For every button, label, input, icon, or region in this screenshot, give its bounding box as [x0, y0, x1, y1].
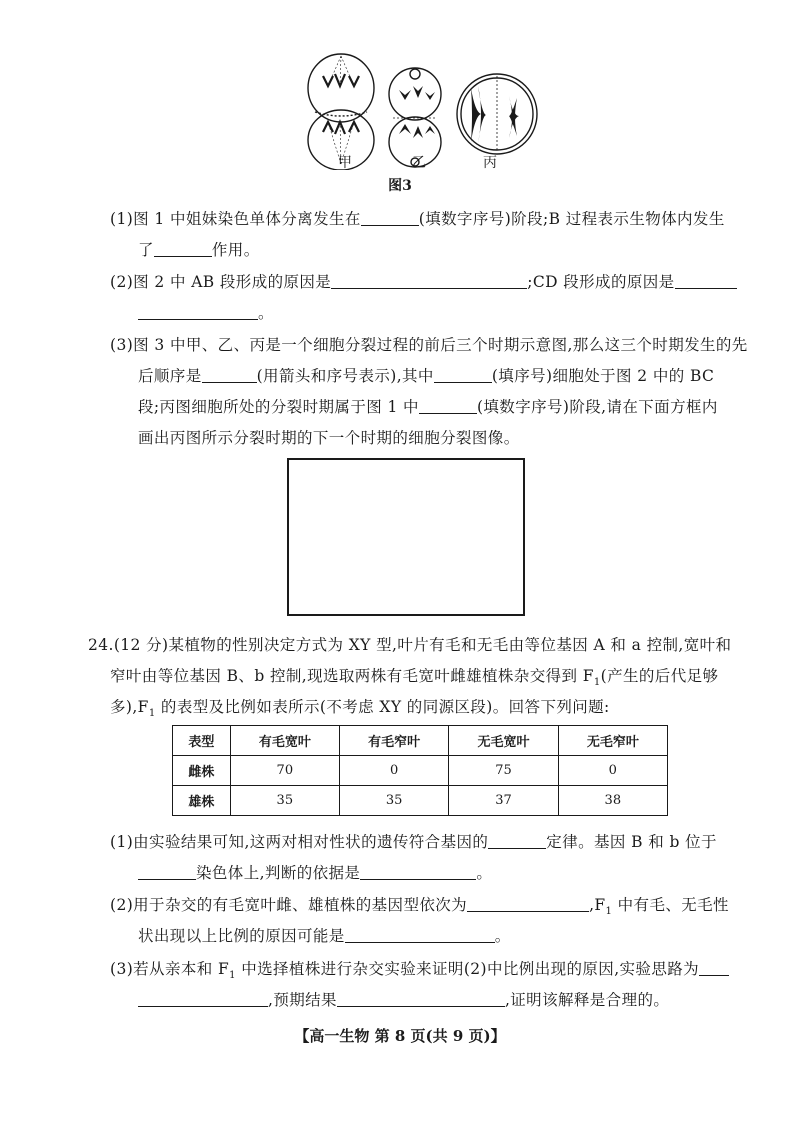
- text: (1)图 1 中姐妹染色单体分离发生在: [110, 210, 361, 228]
- text: (产生的后代足够: [600, 667, 719, 685]
- q23-part1-line2: [138, 238, 260, 260]
- text: 段;丙图细胞所处的分裂时期属于图 1 中: [138, 398, 419, 416]
- text: 多),F: [110, 698, 149, 716]
- cell-bing-drawing: [457, 74, 537, 154]
- answer-blank[interactable]: [434, 368, 492, 383]
- table-cell: 38: [558, 786, 667, 816]
- text: 。: [476, 864, 493, 882]
- answer-blank[interactable]: [202, 368, 257, 383]
- table-header: 无毛宽叶: [449, 726, 558, 756]
- text: 作用。: [211, 241, 260, 259]
- table-cell: 0: [339, 756, 448, 786]
- table-header: 无毛窄叶: [558, 726, 667, 756]
- table-cell: 雄株: [173, 786, 231, 816]
- text: (用箭头和序号表示),其中: [256, 367, 434, 385]
- text: 。: [494, 927, 511, 945]
- answer-blank[interactable]: [345, 928, 495, 943]
- table-row: [173, 756, 668, 786]
- text: (2)图 2 中 AB 段形成的原因是: [110, 273, 332, 291]
- subscript: 1: [593, 677, 601, 689]
- text: ,F: [589, 896, 606, 914]
- answer-blank[interactable]: [467, 897, 589, 912]
- q23-part2-line1: [110, 270, 737, 292]
- figure-caption: 图3: [388, 178, 412, 194]
- table-cell: 75: [449, 756, 558, 786]
- q23-part2-line2: [138, 301, 274, 323]
- answer-blank[interactable]: [138, 865, 196, 880]
- q24-part1-line2: [138, 861, 492, 883]
- table-header-row: [173, 726, 668, 756]
- text: 窄叶由等位基因 B、b 控制,现选取两株有毛宽叶雌雄植株杂交得到 F: [110, 667, 594, 685]
- text: (3)若从亲本和 F: [110, 960, 230, 978]
- q24-stem-line1: 24.(12 分)某植物的性别决定方式为 XY 型,叶片有毛和无毛由等位基因 A 和 a 控制,宽叶和: [88, 636, 732, 654]
- text: ;CD 段形成的原因是: [527, 273, 675, 291]
- text: ,证明该解释是合理的。: [504, 991, 670, 1009]
- q24-stem-line2: [110, 664, 718, 688]
- q23-part3-line3: [138, 395, 718, 417]
- q24-part3-line2: [138, 988, 669, 1010]
- q24-part3-line1: [110, 957, 729, 981]
- table-cell: 37: [449, 786, 558, 816]
- text: 定律。基因 B 和 b 位于: [546, 833, 717, 851]
- label-yi: 乙: [412, 155, 426, 171]
- text: 中有毛、无毛性: [612, 896, 729, 914]
- answer-blank[interactable]: [361, 211, 419, 226]
- subscript: 1: [229, 970, 236, 982]
- table-header: 有毛窄叶: [339, 726, 448, 756]
- drawing-answer-box[interactable]: [287, 458, 525, 616]
- q23-part3-line2: [138, 364, 714, 386]
- answer-blank[interactable]: [360, 865, 476, 880]
- text: 了: [138, 241, 154, 259]
- table-header: 有毛宽叶: [230, 726, 339, 756]
- text: 的表型及比例如表所示(不考虑 XY 的同源区段)。回答下列问题:: [155, 698, 610, 716]
- text: 后顺序是: [138, 367, 202, 385]
- answer-blank[interactable]: [337, 992, 505, 1007]
- q24-part1-line1: [110, 830, 717, 852]
- q24-part2-line2: [138, 924, 511, 946]
- answer-blank[interactable]: [419, 399, 477, 414]
- answer-blank[interactable]: [488, 834, 546, 849]
- q23-part3-line4: 画出丙图所示分裂时期的下一个时期的细胞分裂图像。: [138, 429, 520, 447]
- answer-blank[interactable]: [331, 274, 527, 289]
- label-bing: 丙: [483, 155, 497, 171]
- table-cell: 0: [558, 756, 667, 786]
- table-cell: 35: [230, 786, 339, 816]
- table-cell: 35: [339, 786, 448, 816]
- answer-blank[interactable]: [699, 961, 729, 976]
- text: 染色体上,判断的依据是: [196, 864, 361, 882]
- subscript: 1: [148, 708, 156, 720]
- text: (填序号)细胞处于图 2 中的 BC: [491, 367, 715, 385]
- table-row: [173, 786, 668, 816]
- text: (填数字序号)阶段,请在下面方框内: [476, 398, 718, 416]
- label-jia: 甲: [338, 155, 352, 171]
- answer-blank[interactable]: [138, 305, 258, 320]
- q24-part2-line1: [110, 893, 729, 917]
- text: 状出现以上比例的原因可能是: [138, 927, 345, 945]
- table-cell: 70: [230, 756, 339, 786]
- subscript: 1: [605, 906, 613, 918]
- phenotype-table: [172, 725, 668, 816]
- q24-stem-line3: [110, 695, 610, 719]
- text: 。: [258, 304, 274, 322]
- page-footer: 【高一生物 第 8 页(共 9 页)】: [294, 1027, 506, 1045]
- text: ,预期结果: [268, 991, 337, 1009]
- text: (1)由实验结果可知,这两对相对性状的遗传符合基因的: [110, 833, 489, 851]
- table-cell: 雌株: [173, 756, 231, 786]
- table-header: 表型: [173, 726, 231, 756]
- answer-blank[interactable]: [138, 992, 268, 1007]
- q23-part3-line1: (3)图 3 中甲、乙、丙是一个细胞分裂过程的前后三个时期示意图,那么这三个时期发生的先: [110, 336, 748, 354]
- q23-part1-line1: [110, 207, 725, 229]
- answer-blank[interactable]: [154, 242, 212, 257]
- text: 中选择植株进行杂交实验来证明(2)中比例出现的原因,实验思路为: [235, 960, 700, 978]
- text: (2)用于杂交的有毛宽叶雌、雄植株的基因型依次为: [110, 896, 468, 914]
- answer-blank[interactable]: [675, 274, 737, 289]
- text: (填数字序号)阶段;B 过程表示生物体内发生: [418, 210, 725, 228]
